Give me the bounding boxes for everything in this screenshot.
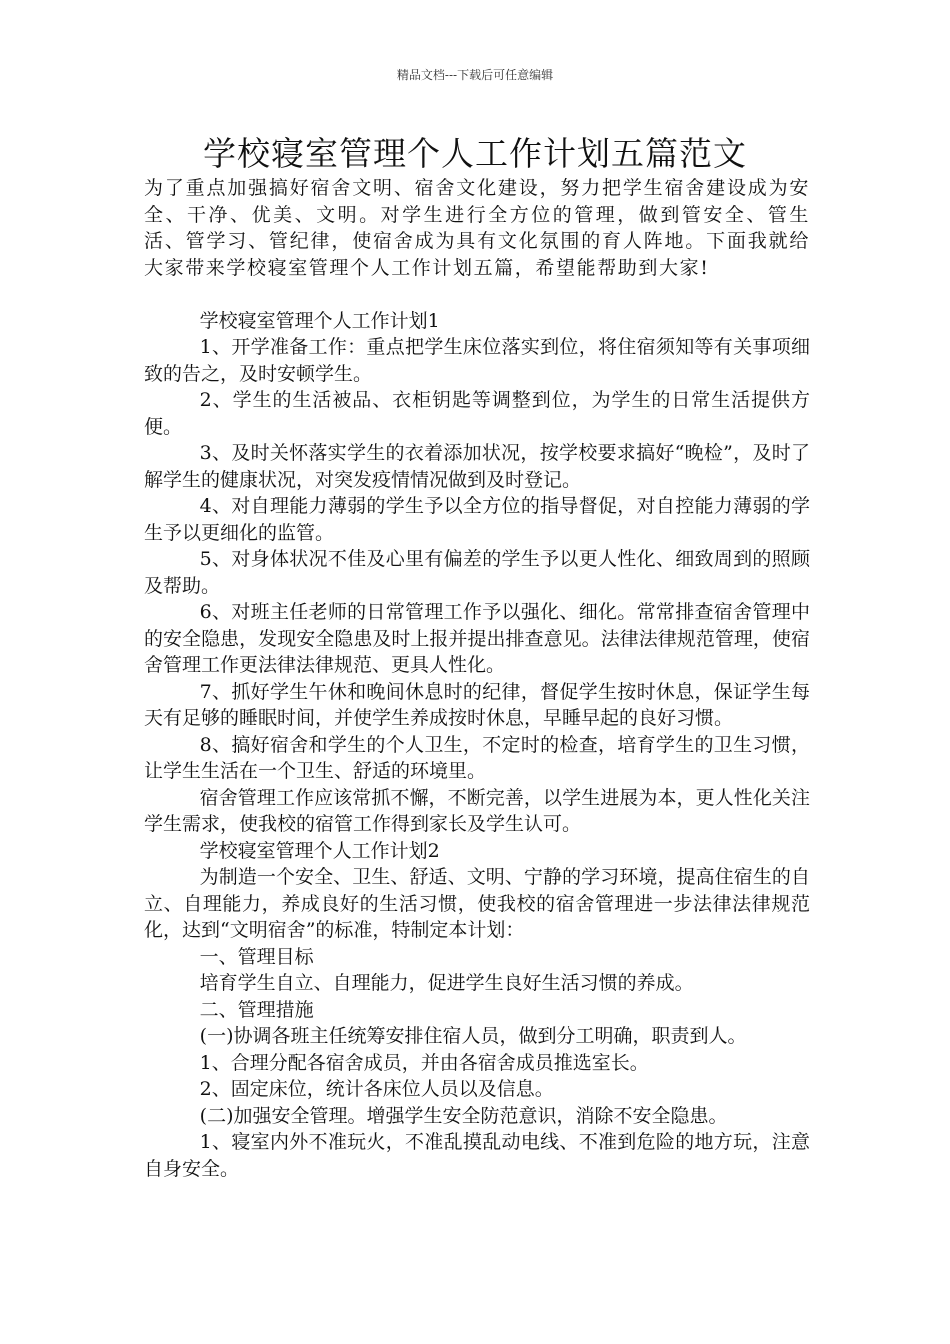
plan-1-item-1: 1、开学准备工作：重点把学生床位落实到位，将住宿须知等有关事项细致的告之，及时安顿学生。 [144, 336, 810, 385]
plan-1-item-6: 6、对班主任老师的日常管理工作予以强化、细化。常常排查宿舍管理中的安全隐患，发现安全隐患及时上报并提出排查意见。法律法律规范管理，使宿舍管理工作更法律法律规范、更具人性化。 [144, 601, 810, 676]
plan-1-item-7: 7、抓好学生午休和晚间休息时的纪律，督促学生按时休息，保证学生每天有足够的睡眠时间，并使学生养成按时休息，早睡早起的良好习惯。 [144, 680, 810, 729]
intro-paragraph: 为了重点加强搞好宿舍文明、宿舍文化建设，努力把学生宿舍建设成为安全、干净、优美、文明。对学生进行全方位的管理，做到管安全、管生活、管学习、管纪律，使宿舍成为具有文化氛围的育人阵地。下面我就给大家带来学校寝室管理个人工作计划五篇，希望能帮助到大家! [144, 177, 810, 279]
plan-1-item-4: 4、对自理能力薄弱的学生予以全方位的指导督促，对自控能力薄弱的学生予以更细化的监管。 [144, 495, 810, 544]
plan-1-item-2: 2、学生的生活被品、衣柜钥匙等调整到位，为学生的日常生活提供方便。 [144, 389, 810, 438]
document-body [144, 175, 810, 1182]
plan-2-measure-1-item-1: 1、合理分配各宿舍成员，并由各宿舍成员推选室长。 [199, 1051, 649, 1074]
plan-1-conclusion: 宿舍管理工作应该常抓不懈，不断完善，以学生进展为本，更人性化关注学生需求，使我校的宿管工作得到家长及学生认可。 [144, 786, 810, 835]
header-note: 精品文档---下载后可任意编辑 [396, 68, 554, 82]
plan-2-goals-text: 培育学生自立、自理能力，促进学生良好生活习惯的养成。 [199, 972, 694, 994]
plan-2-subheading-goals: 一、管理目标 [199, 945, 314, 968]
document-title: 学校寝室管理个人工作计划五篇范文 [203, 134, 747, 173]
plan-2-measure-1-item-2: 2、固定床位，统计各床位人员以及信息。 [199, 1078, 554, 1100]
section-heading-plan-1: 学校寝室管理个人工作计划1 [199, 309, 440, 332]
plan-2-subheading-measures: 二、管理措施 [199, 998, 314, 1021]
paragraph-gap [144, 281, 810, 308]
plan-2-intro: 为制造一个安全、卫生、舒适、文明、宁静的学习环境，提高住宿生的自立、自理能力，养成良好的生活习惯，使我校的宿舍管理进一步法律法律规范化，达到“文明宿舍”的标准，特制定本计划： [144, 866, 810, 941]
section-heading-plan-2: 学校寝室管理个人工作计划2 [199, 839, 440, 862]
plan-2-measure-2: (二)加强安全管理。增强学生安全防范意识，消除不安全隐患。 [199, 1104, 728, 1127]
plan-1-item-3: 3、及时关怀落实学生的衣着添加状况，按学校要求搞好“晚检”，及时了解学生的健康状况，对突发疫情情况做到及时登记。 [144, 442, 810, 491]
plan-2-measure-2-item-1: 1、寝室内外不准玩火，不准乱摸乱动电线、不准到危险的地方玩，注意自身安全。 [144, 1131, 810, 1180]
plan-2-measure-1: (一)协调各班主任统筹安排住宿人员，做到分工明确，职责到人。 [199, 1025, 747, 1047]
plan-1-item-8: 8、搞好宿舍和学生的个人卫生，不定时的检查，培育学生的卫生习惯，让学生生活在一个卫生、舒适的环境里。 [144, 733, 810, 782]
plan-1-item-5: 5、对身体状况不佳及心里有偏差的学生予以更人性化、细致周到的照顾及帮助。 [144, 548, 810, 597]
